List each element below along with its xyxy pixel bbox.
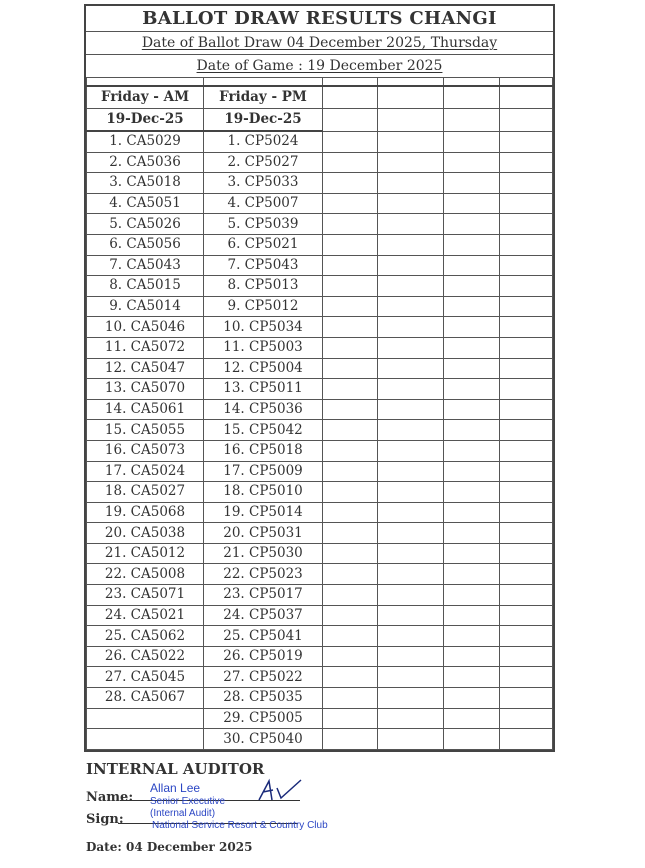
table-row (87, 564, 553, 585)
empty-cell (444, 296, 500, 317)
empty-cell (323, 276, 378, 297)
empty-cell (444, 708, 500, 729)
table-row (87, 646, 553, 667)
pm-entry: 26. CP5019 (204, 646, 323, 667)
name-label: Name: (86, 790, 134, 805)
table-row (87, 193, 553, 214)
empty-cell (378, 667, 444, 688)
empty-cell (444, 379, 500, 400)
empty-cell (444, 461, 500, 482)
pm-entry: 14. CP5036 (204, 399, 323, 420)
empty-cell (444, 626, 500, 647)
empty-cell (378, 502, 444, 523)
empty-cell (500, 420, 553, 441)
pm-entry: 23. CP5017 (204, 585, 323, 606)
table-row (87, 131, 553, 152)
empty-cell (444, 358, 500, 379)
empty-cell (323, 337, 378, 358)
am-entry: 2. CA5036 (87, 152, 204, 173)
draw-date: Date of Ballot Draw 04 December 2025, Thursday (86, 32, 553, 55)
table-row (87, 152, 553, 173)
empty-cell (444, 523, 500, 544)
empty-cell (500, 708, 553, 729)
empty-cell (444, 193, 500, 214)
table-row (87, 482, 553, 503)
empty-cell (323, 358, 378, 379)
stamp-dept: (Internal Audit) (150, 808, 216, 819)
table-row (87, 399, 553, 420)
pm-entry: 12. CP5004 (204, 358, 323, 379)
empty-cell (323, 193, 378, 214)
empty-cell (323, 420, 378, 441)
am-entry: 26. CA5022 (87, 646, 204, 667)
signature-icon (255, 778, 305, 804)
empty-cell (444, 152, 500, 173)
table-row (87, 523, 553, 544)
pm-entry: 17. CP5009 (204, 461, 323, 482)
pm-entry: 27. CP5022 (204, 667, 323, 688)
am-entry: 20. CA5038 (87, 523, 204, 544)
col-date-am: 19-Dec-25 (87, 109, 204, 132)
empty-cell (500, 585, 553, 606)
am-entry: 4. CA5051 (87, 193, 204, 214)
table-row (87, 440, 553, 461)
empty-cell (378, 379, 444, 400)
am-entry: 5. CA5026 (87, 214, 204, 235)
pm-entry: 30. CP5040 (204, 729, 323, 750)
empty-cell (323, 523, 378, 544)
am-entry: 21. CA5012 (87, 543, 204, 564)
pm-entry: 20. CP5031 (204, 523, 323, 544)
empty-cell (378, 173, 444, 194)
pm-entry: 13. CP5011 (204, 379, 323, 400)
empty-cell (323, 214, 378, 235)
empty-cell (500, 440, 553, 461)
empty-cell (378, 296, 444, 317)
sign-label: Sign: (86, 812, 124, 827)
empty-cell (323, 502, 378, 523)
empty-cell (378, 420, 444, 441)
col-header-am: Friday - AM (87, 86, 204, 109)
date-label: Date: 04 December 2025 (86, 840, 253, 854)
empty-cell (323, 440, 378, 461)
empty-cell (444, 585, 500, 606)
empty-cell (500, 152, 553, 173)
empty-cell (323, 379, 378, 400)
pm-entry: 29. CP5005 (204, 708, 323, 729)
empty-cell (323, 234, 378, 255)
pm-entry: 16. CP5018 (204, 440, 323, 461)
empty-cell (500, 173, 553, 194)
empty-cell (378, 646, 444, 667)
empty-cell (323, 317, 378, 338)
empty-cell (378, 193, 444, 214)
empty-cell (500, 193, 553, 214)
empty-cell (444, 543, 500, 564)
empty-cell (378, 276, 444, 297)
empty-cell (323, 482, 378, 503)
table-row (87, 502, 553, 523)
pm-entry: 10. CP5034 (204, 317, 323, 338)
am-entry: 19. CA5068 (87, 502, 204, 523)
table-row (87, 605, 553, 626)
pm-entry: 21. CP5030 (204, 543, 323, 564)
empty-cell (323, 688, 378, 709)
table-row (87, 708, 553, 729)
am-entry: 18. CA5027 (87, 482, 204, 503)
empty-cell (444, 276, 500, 297)
empty-cell (444, 502, 500, 523)
empty-cell (378, 523, 444, 544)
am-entry: 14. CA5061 (87, 399, 204, 420)
table-row (87, 214, 553, 235)
empty-cell (378, 605, 444, 626)
am-entry: 25. CA5062 (87, 626, 204, 647)
pm-entry: 5. CP5039 (204, 214, 323, 235)
am-entry: 3. CA5018 (87, 173, 204, 194)
empty-cell (500, 399, 553, 420)
empty-cell (444, 729, 500, 750)
empty-cell (323, 646, 378, 667)
am-entry: 24. CA5021 (87, 605, 204, 626)
empty-cell (500, 523, 553, 544)
table-row (87, 543, 553, 564)
empty-cell (500, 646, 553, 667)
am-entry: 15. CA5055 (87, 420, 204, 441)
empty-cell (500, 729, 553, 750)
pm-entry: 11. CP5003 (204, 337, 323, 358)
empty-cell (500, 626, 553, 647)
empty-cell (444, 646, 500, 667)
table-row (87, 461, 553, 482)
pm-entry: 4. CP5007 (204, 193, 323, 214)
table-row (87, 173, 553, 194)
empty-cell (378, 564, 444, 585)
empty-cell (444, 399, 500, 420)
pm-entry: 9. CP5012 (204, 296, 323, 317)
table-row (87, 585, 553, 606)
table-row (87, 234, 553, 255)
pm-entry: 22. CP5023 (204, 564, 323, 585)
empty-cell (378, 440, 444, 461)
empty-cell (378, 708, 444, 729)
empty-cell (500, 502, 553, 523)
empty-cell (378, 234, 444, 255)
empty-cell (378, 399, 444, 420)
empty-cell (500, 337, 553, 358)
empty-cell (378, 317, 444, 338)
empty-cell (378, 688, 444, 709)
auditor-heading: INTERNAL AUDITOR (86, 760, 265, 778)
table-row (87, 688, 553, 709)
empty-cell (444, 255, 500, 276)
empty-cell (323, 255, 378, 276)
empty-cell (378, 358, 444, 379)
empty-cell (323, 152, 378, 173)
empty-cell (378, 482, 444, 503)
table-row (87, 358, 553, 379)
empty-cell (323, 296, 378, 317)
ballot-results-sheet (84, 4, 555, 752)
empty-cell (323, 543, 378, 564)
empty-cell (500, 255, 553, 276)
pm-entry: 8. CP5013 (204, 276, 323, 297)
empty-cell (500, 276, 553, 297)
empty-cell (500, 543, 553, 564)
table-row (87, 276, 553, 297)
empty-cell (444, 214, 500, 235)
empty-cell (323, 564, 378, 585)
pm-entry: 25. CP5041 (204, 626, 323, 647)
am-entry: 1. CA5029 (87, 131, 204, 152)
page-title: BALLOT DRAW RESULTS CHANGI (86, 6, 553, 32)
am-entry: 22. CA5008 (87, 564, 204, 585)
table-row (87, 420, 553, 441)
empty-cell (444, 234, 500, 255)
empty-cell (378, 461, 444, 482)
am-entry: 13. CA5070 (87, 379, 204, 400)
empty-cell (444, 564, 500, 585)
table-row (87, 317, 553, 338)
empty-cell (378, 255, 444, 276)
am-entry: 8. CA5015 (87, 276, 204, 297)
am-entry: 23. CA5071 (87, 585, 204, 606)
empty-cell (323, 667, 378, 688)
empty-cell (500, 564, 553, 585)
am-entry: 17. CA5024 (87, 461, 204, 482)
pm-entry: 19. CP5014 (204, 502, 323, 523)
empty-cell (378, 337, 444, 358)
empty-cell (500, 667, 553, 688)
table-row (87, 729, 553, 750)
empty-cell (500, 605, 553, 626)
empty-cell (500, 296, 553, 317)
results-table (86, 77, 553, 750)
table-row (87, 626, 553, 647)
col-header-pm: Friday - PM (204, 86, 323, 109)
am-entry: 10. CA5046 (87, 317, 204, 338)
empty-cell (323, 585, 378, 606)
empty-cell (500, 317, 553, 338)
pm-entry: 24. CP5037 (204, 605, 323, 626)
pm-entry: 3. CP5033 (204, 173, 323, 194)
empty-cell (500, 482, 553, 503)
empty-cell (444, 605, 500, 626)
empty-cell (444, 667, 500, 688)
stamp-org: National Service Resort & Country Club (152, 820, 328, 831)
am-entry: 7. CA5043 (87, 255, 204, 276)
am-entry: 6. CA5056 (87, 234, 204, 255)
empty-cell (323, 131, 378, 152)
table-row (87, 337, 553, 358)
empty-cell (323, 729, 378, 750)
empty-cell (378, 131, 444, 152)
table-row (87, 296, 553, 317)
pm-entry: 18. CP5010 (204, 482, 323, 503)
empty-cell (378, 214, 444, 235)
empty-cell (444, 482, 500, 503)
empty-cell (378, 543, 444, 564)
empty-cell (444, 317, 500, 338)
empty-cell (378, 729, 444, 750)
pm-entry: 6. CP5021 (204, 234, 323, 255)
pm-entry: 1. CP5024 (204, 131, 323, 152)
table-row (87, 255, 553, 276)
am-entry: 16. CA5073 (87, 440, 204, 461)
empty-cell (323, 461, 378, 482)
pm-entry: 28. CP5035 (204, 688, 323, 709)
empty-cell (87, 729, 204, 750)
empty-cell (500, 131, 553, 152)
empty-cell (444, 337, 500, 358)
empty-cell (500, 688, 553, 709)
am-entry: 12. CA5047 (87, 358, 204, 379)
table-row (87, 379, 553, 400)
empty-cell (87, 708, 204, 729)
empty-cell (444, 173, 500, 194)
empty-cell (378, 152, 444, 173)
stamp-name: Allan Lee (150, 781, 201, 795)
empty-cell (444, 131, 500, 152)
empty-cell (323, 605, 378, 626)
col-date-pm: 19-Dec-25 (204, 109, 323, 132)
pm-entry: 7. CP5043 (204, 255, 323, 276)
empty-cell (444, 440, 500, 461)
empty-cell (323, 399, 378, 420)
empty-cell (444, 688, 500, 709)
empty-cell (500, 214, 553, 235)
empty-cell (500, 358, 553, 379)
table-row (87, 667, 553, 688)
empty-cell (378, 626, 444, 647)
empty-cell (500, 461, 553, 482)
am-entry: 11. CA5072 (87, 337, 204, 358)
empty-cell (444, 420, 500, 441)
pm-entry: 15. CP5042 (204, 420, 323, 441)
stamp-title: Senior Executive (150, 796, 226, 807)
empty-cell (323, 173, 378, 194)
empty-cell (323, 626, 378, 647)
empty-cell (500, 379, 553, 400)
game-date: Date of Game : 19 December 2025 (196, 58, 443, 74)
empty-cell (378, 585, 444, 606)
pm-entry: 2. CP5027 (204, 152, 323, 173)
am-entry: 9. CA5014 (87, 296, 204, 317)
am-entry: 27. CA5045 (87, 667, 204, 688)
empty-cell (500, 234, 553, 255)
empty-cell (323, 708, 378, 729)
am-entry: 28. CA5067 (87, 688, 204, 709)
